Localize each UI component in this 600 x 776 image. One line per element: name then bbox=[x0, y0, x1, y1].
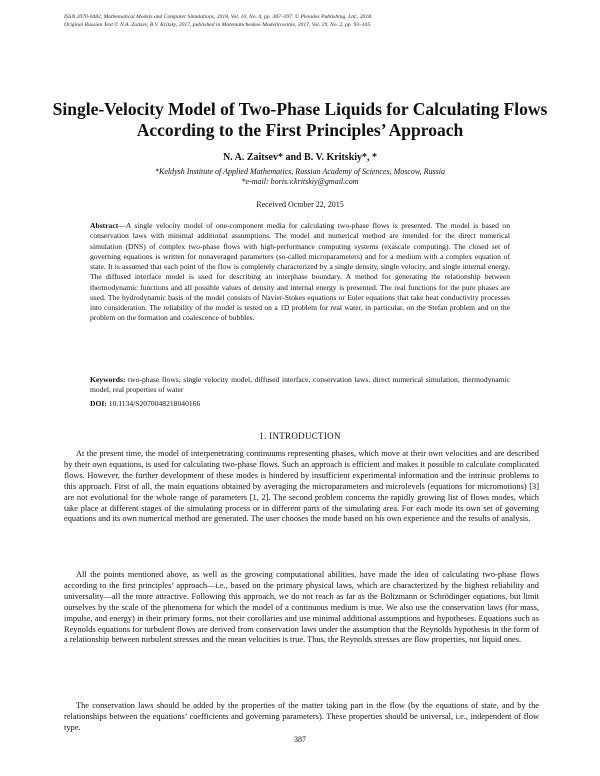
abstract-text: —A single velocity model of one-component media for calculating two-phase flows is presented. The model is based on conservation laws with minimal additional assumptions. The model and numerical method are intended for the direct numerical simulation (DNS) of complex two-phase flows with high-performance computing systems (exascale computing). The closed set of governing equations is written for nonaveraged parameters (so-called microparameters) and for a medium with a complex equation of state. It is assumed that each point of the flow is completely characterized by a single density, single velocity, and single internal energy. The diffused interface model is used for describing an interphase boundary. A method for generating the relationship between thermodynamic functions and all possible values of density and internal energy is presented. The real functions for the pure phases are used. The hydrodynamic basis of the model consists of Navier-Stokes equations or Euler equations that take heat conductivity processes into consideration. The reliability of the model is tested on a 1D problem for real water, in particular, on the Stefan problem and on the problem on the formation and coalescence of bubbles. bbox=[90, 221, 510, 323]
keywords bbox=[90, 375, 510, 396]
doi-value: 10.1134/S2070048218040166 bbox=[106, 399, 201, 408]
body-paragraph: The conservation laws should be added by the properties of the matter taking part in the flow (by the equations of state, and by the relationships between the equations’ coefficients and governing parameters). These properties should be universal, i.e., independent of flow type. bbox=[64, 701, 539, 732]
email: *e-mail: boris.v.kritskiy@gmail.com bbox=[241, 177, 359, 186]
body-paragraph: At the present time, the model of interpenetrating continuums representing phases, which move at their own velocities and are described by their own equations, is used for calculating two-phase flows. Such an approach is efficient and makes it possible to calculate complicated flows. However, the further development of these modes is hindered by insufficient experimental information and the intrinsic problems to this approach. First of all, the main equations obtained by averaging the microparameters and microlevels (equations for micromotions) [3] are not evolutional for the whole range of parameters [1, 2]. The second problem concerns the rapidly growing list of flows modes, which take place at different stages of the simulating process or in different parts of the simulating area. For each mode its own set of governing equations and its own numerical method are generated. The user chooses the mode based on his own experience and the results of analysis. bbox=[64, 449, 539, 524]
doi bbox=[90, 399, 510, 409]
page-number: 387 bbox=[294, 735, 306, 744]
header-line-original: Original Russian Text © N.A. Zaitsev, B.V. Kritsky, 2017, published in Matematicheskoe Modelirovanie, 2017, Vol. 29, No. 2, pp. 93–105. bbox=[64, 21, 372, 28]
keywords-label: Keywords: bbox=[90, 375, 126, 384]
received-date: Received October 22, 2015 bbox=[256, 200, 344, 209]
journal-header bbox=[64, 14, 544, 29]
header-line-issn: ISSN 2070-0482, Mathematical Models and Computer Simulations, 2018, Vol. 10, No. 4, pp. 387–397. © Pleiades Publishing, Ltd., 2018. bbox=[64, 14, 373, 20]
abstract bbox=[90, 221, 510, 324]
paper-title: Single-Velocity Model of Two-Phase Liquids for Calculating Flows According to the First Principles’ Approach bbox=[52, 99, 548, 140]
section-heading-introduction: 1. INTRODUCTION bbox=[259, 431, 341, 441]
abstract-label: Abstract bbox=[90, 221, 119, 230]
affiliation-block bbox=[40, 167, 560, 187]
body-paragraph: All the points mentioned above, as well as the growing computational abilities, have made the idea of calculating two-phase flows according to the first principles’ approach—i.e., based on the primary physical laws, which are characterized by the highest reliability and universality—all the more attractive. Following this approach, we do not reach as far as the Boltzmann or Schrödinger equations, but limit ourselves by the scale of the phenomena for which the model of a continuous medium is true. We also use the conservation laws (for mass, impulse, and energy) in their primary forms, not their corollaries and use minimal additional assumptions and hypotheses. Equations such as Reynolds equations for turbulent flows are derived from conservation laws under the assumption that the Reynolds hypothesis in the form of a relationship between turbulent stresses and the mean velocities is true. Thus, the Reynolds stresses are flow properties, not liquid ones. bbox=[64, 570, 539, 645]
keywords-text: two-phase flows, single velocity model, diffused interface, conservation laws, direct numerical simulation, thermodynamic model, real properties of water bbox=[90, 375, 510, 395]
doi-label: DOI: bbox=[90, 399, 107, 408]
authors: N. A. Zaitsev* and B. V. Kritskiy*, * bbox=[222, 152, 378, 163]
affiliation: *Keldysh Institute of Applied Mathematics, Russian Academy of Sciences, Moscow, Russia bbox=[155, 167, 445, 176]
